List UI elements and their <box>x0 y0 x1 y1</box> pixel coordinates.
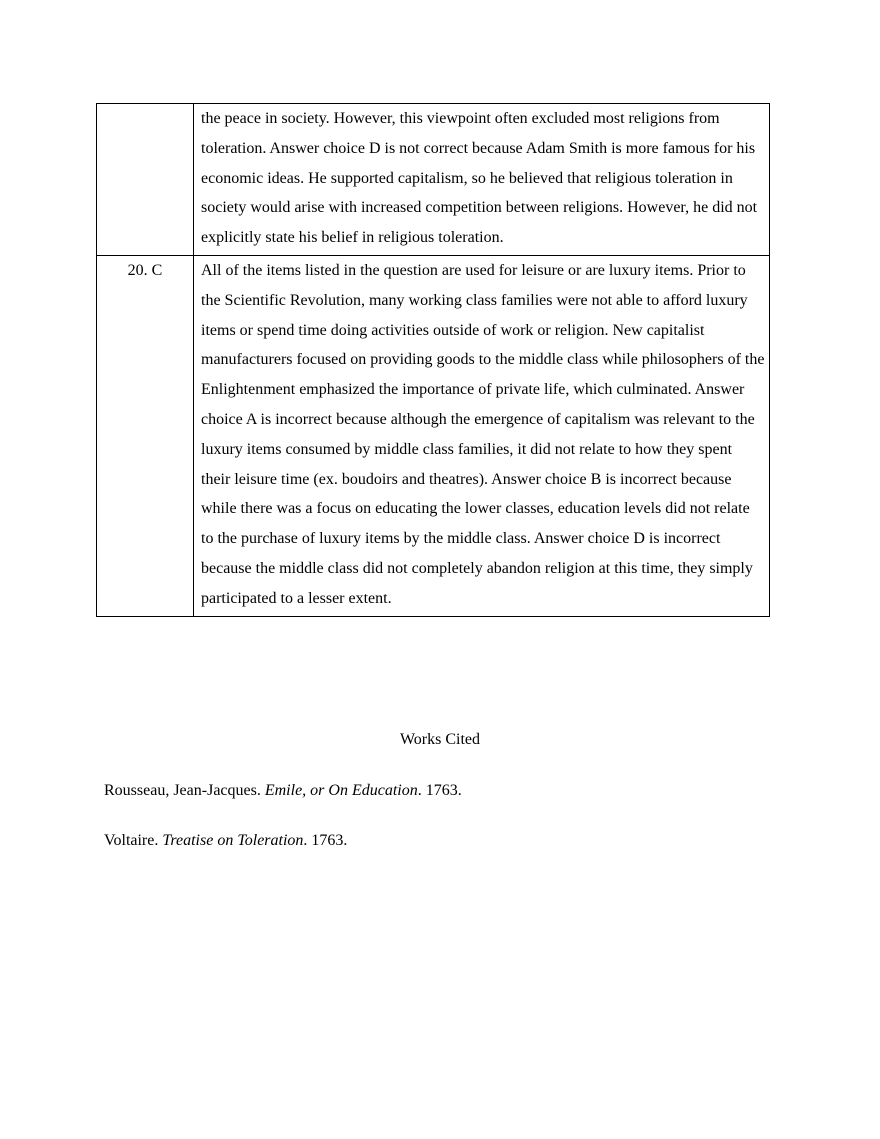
table-row <box>97 104 770 256</box>
answer-key-cell <box>97 104 194 256</box>
answer-explanation-cell: All of the items listed in the question are used for leisure or are luxury items. Prior to the Scientific Revolution, many working class families were not able to afford luxury items or spend time doing activities outside of work or religion. New capitalist manufacturers focused on providing goods to the middle class while philosophers of the Enlightenment emphasized the importance of private life, which culminated. Answer choice A is incorrect because although the emergence of capitalism was relevant to the luxury items consumed by middle class families, it did not relate to how they spent their leisure time (ex. boudoirs and theatres). Answer choice B is incorrect because while there was a focus on educating the lower classes, education levels did not relate to the purchase of luxury items by the middle class. Answer choice D is incorrect because the middle class did not completely abandon religion at this time, they simply participated to a lesser extent. <box>194 255 770 616</box>
citation-author: Rousseau, Jean-Jacques. <box>104 782 265 799</box>
answer-explanation-cell: the peace in society. However, this viewpoint often excluded most religions from toleration. Answer choice D is not correct because Adam Smith is more famous for his economic ideas. He supported capitalism, so he believed that religious toleration in society would arise with increased competition between religions. However, he did not explicitly state his belief in religious toleration. <box>194 104 770 256</box>
citation-author: Voltaire. <box>104 832 163 849</box>
answer-key-cell: 20. C <box>97 255 194 616</box>
works-cited-heading: Works Cited <box>399 731 481 748</box>
citation-work-title: Treatise on Toleration <box>162 832 304 849</box>
citation-year: . 1763. <box>417 782 462 799</box>
citation-entry <box>104 782 462 800</box>
table-row <box>97 255 770 616</box>
answer-explanation-table <box>96 103 770 617</box>
citation-work-title: Emile, or On Education <box>264 782 418 799</box>
citation-year: . 1763. <box>303 832 348 849</box>
citation-entry <box>104 832 347 850</box>
